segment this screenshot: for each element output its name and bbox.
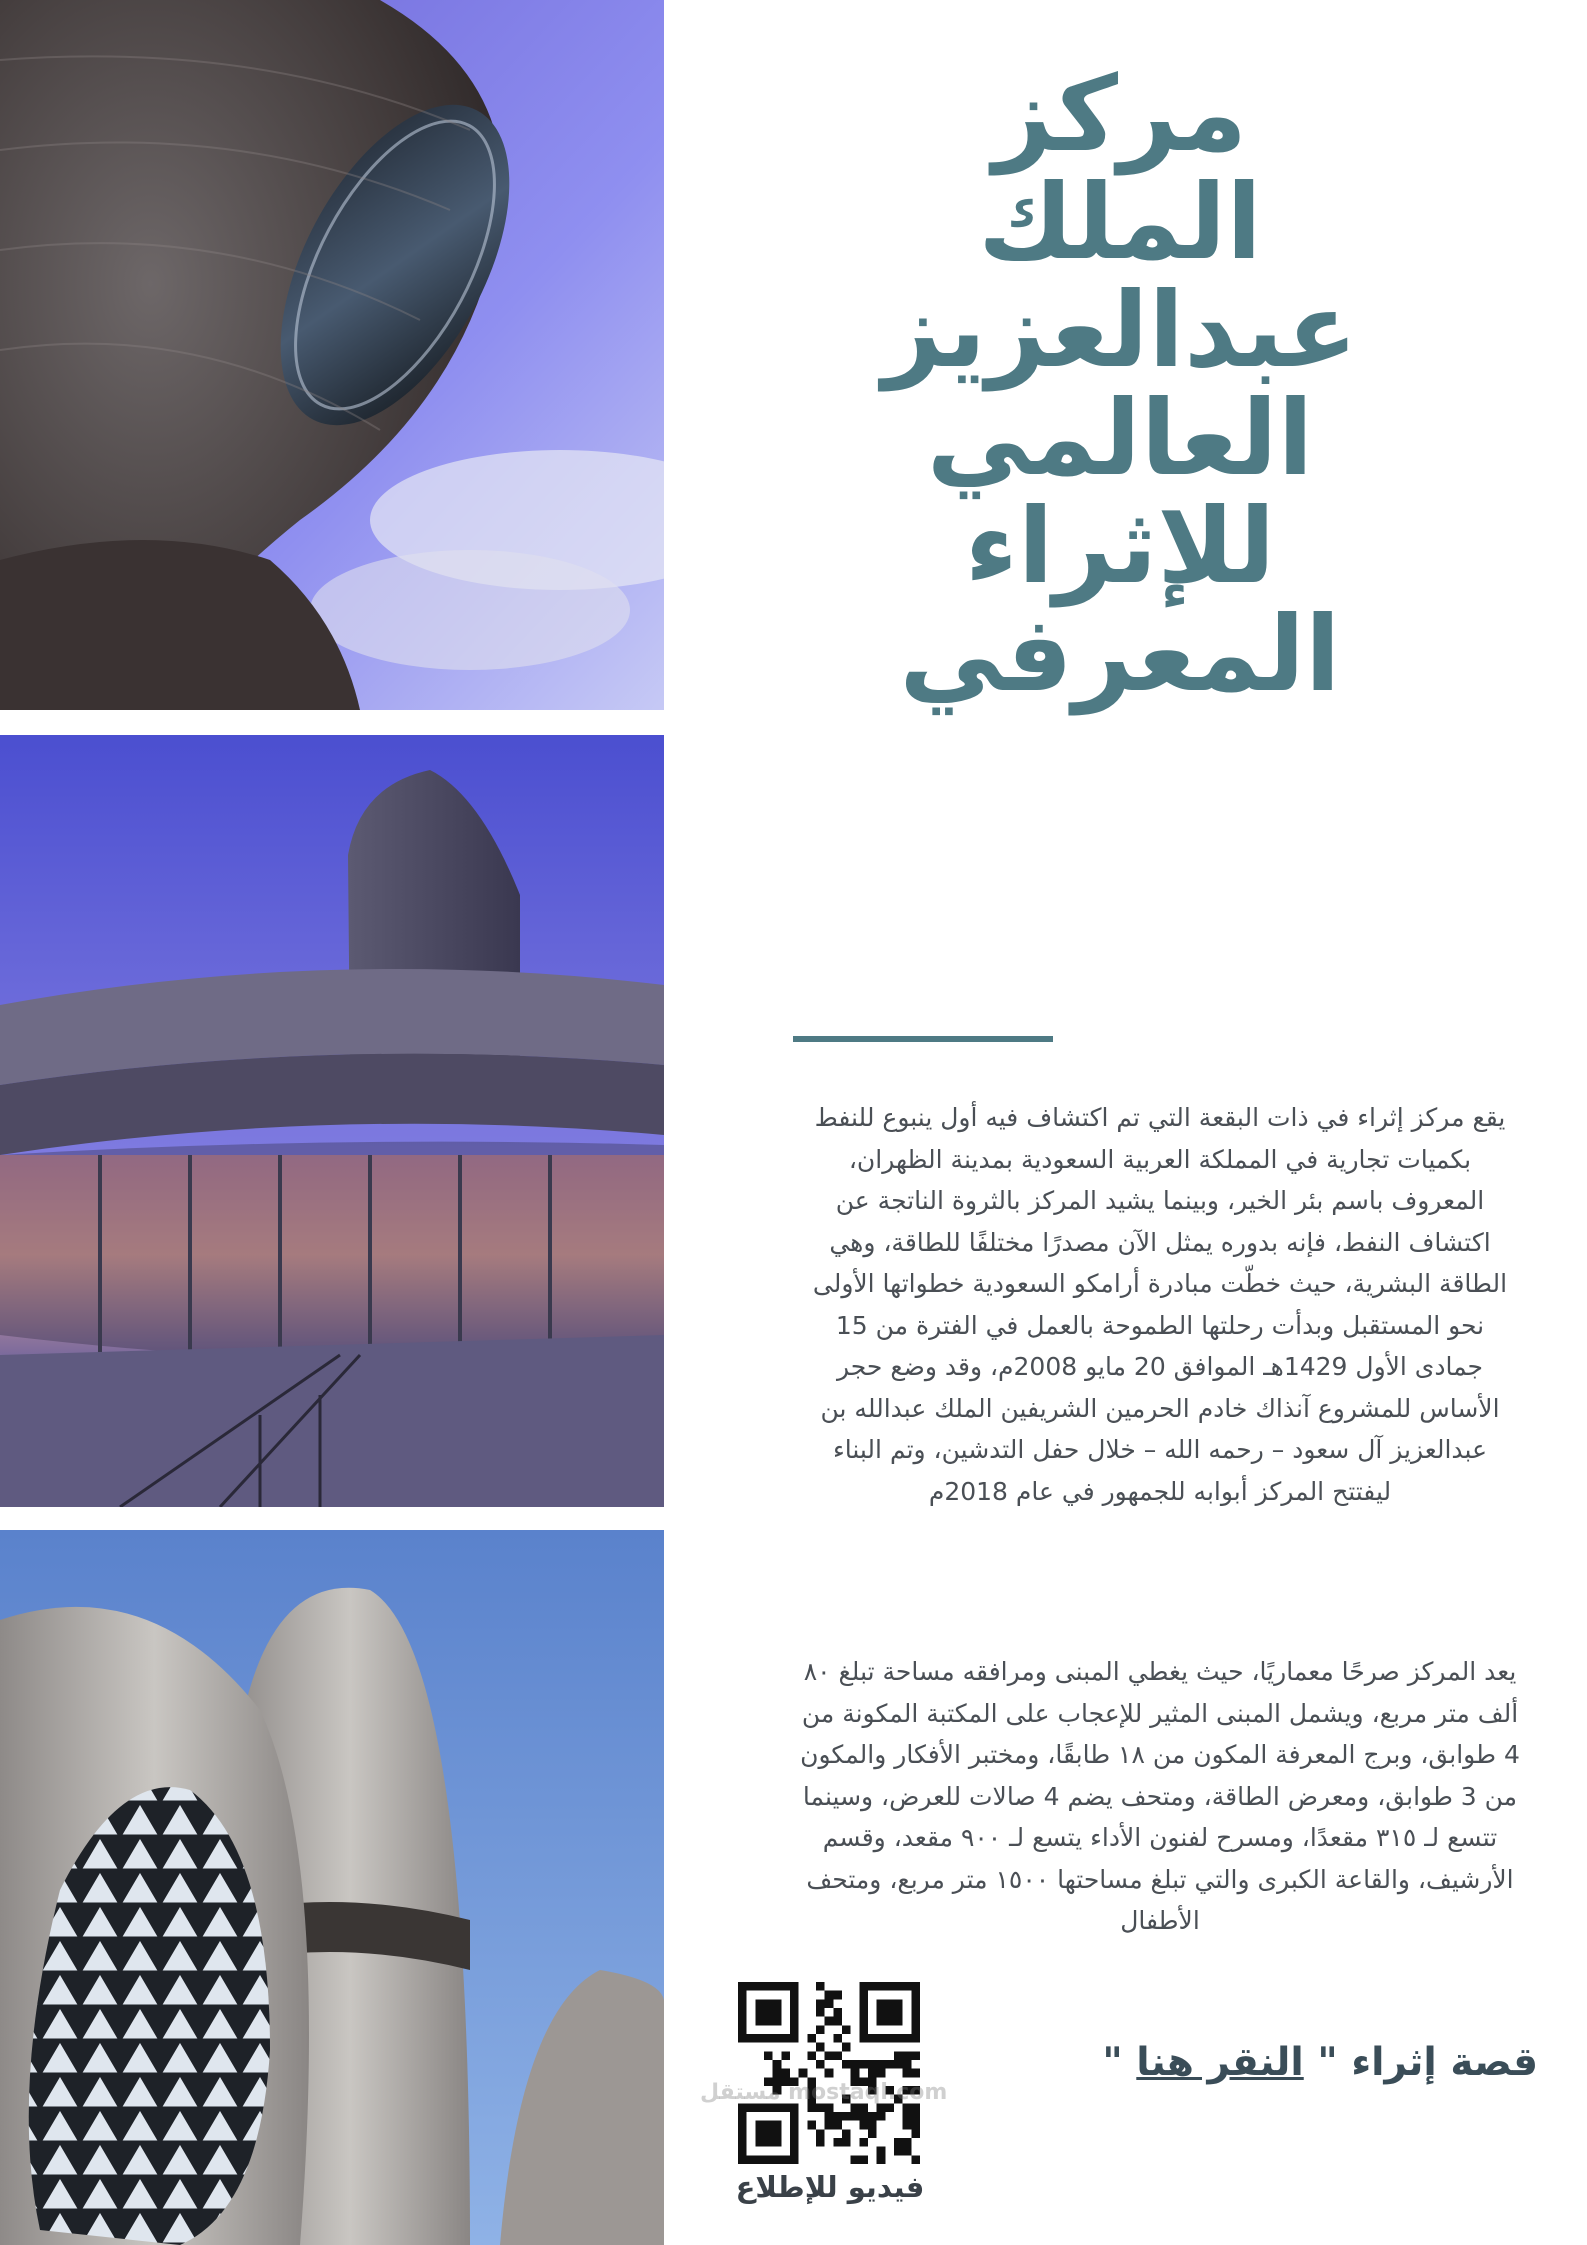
story-link-line — [1068, 2040, 1538, 2085]
title-line: مركز — [992, 53, 1248, 175]
story-suffix: " — [1102, 2040, 1123, 2085]
page-title — [760, 53, 1480, 715]
click-here-link[interactable]: النقر هنا — [1136, 2040, 1304, 2085]
history-paragraph: يقع مركز إثراء في ذات البقعة التي تم اكتشاف فيه أول ينبوع للنفط بكميات تجارية في المملكة العربية السعودية بمدينة الظهران، المعروف باسم بئر الخير، وبينما يشيد المركز بالثروة الناتجة عن اكتشاف النفط، فإنه بدوره يمثل الآن مصدرًا مختلفًا للطاقة، وهي الطاقة البشرية، حيث خطّت مبادرة أرامكو السعودية خطواتها الأولى نحو المستقبل وبدأت رحلتها الطموحة بالعمل في الفترة من 15 جمادى الأول 1429هـ الموافق 20 مايو 2008م، وقد وضع حجر الأساس للمشروع آنذاك خادم الحرمين الشريفين الملك عبدالله بن عبدالعزيز آل سعود – رحمه الله – خلال حفل التدشين، وتم البناء ليفتتح المركز أبوابه للجمهور في عام 2018م — [812, 1103, 1508, 1506]
architecture-paragraph: يعد المركز صرحًا معماريًا، حيث يغطي المبنى ومرافقه مساحة تبلغ ٨٠ ألف متر مربع، ويشمل المبنى المثير للإعجاب على المكتبة المكونة من 4 طوابق، وبرج المعرفة المكون من ١٨ طابقًا، ومختبر الأفكار والمكون من 3 طوابق، ومعرض الطاقة، ومتحف يضم 4 صالات للعرض، وسينما تتسع لـ ٣١٥ مقعدًا، ومسرح لفنون الأداء يتسع لـ ٩٠٠ مقعد، وقسم الأرشيف، والقاعة الكبرى والتي تبلغ مساحتها ١٥٠٠ متر مربع، ومتحف الأطفال — [800, 1657, 1520, 1935]
title-line: العالمي — [926, 377, 1314, 499]
building-photo-bottom — [0, 1530, 664, 2245]
title-divider — [793, 1036, 1053, 1042]
story-prefix: قصة إثراء " — [1317, 2040, 1538, 2085]
qr-code[interactable] — [738, 1982, 920, 2164]
building-photo-middle — [0, 735, 664, 1507]
title-line: الملك — [978, 161, 1262, 283]
watermark: مستقل mostaql.com — [700, 2080, 948, 2105]
title-line: للإثراء — [964, 485, 1276, 607]
building-photo-top — [0, 0, 664, 710]
title-line: عبدالعزيز — [882, 269, 1358, 391]
title-line: المعرفي — [899, 593, 1341, 715]
qr-caption: فيديو للإطلاع — [735, 2170, 925, 2204]
